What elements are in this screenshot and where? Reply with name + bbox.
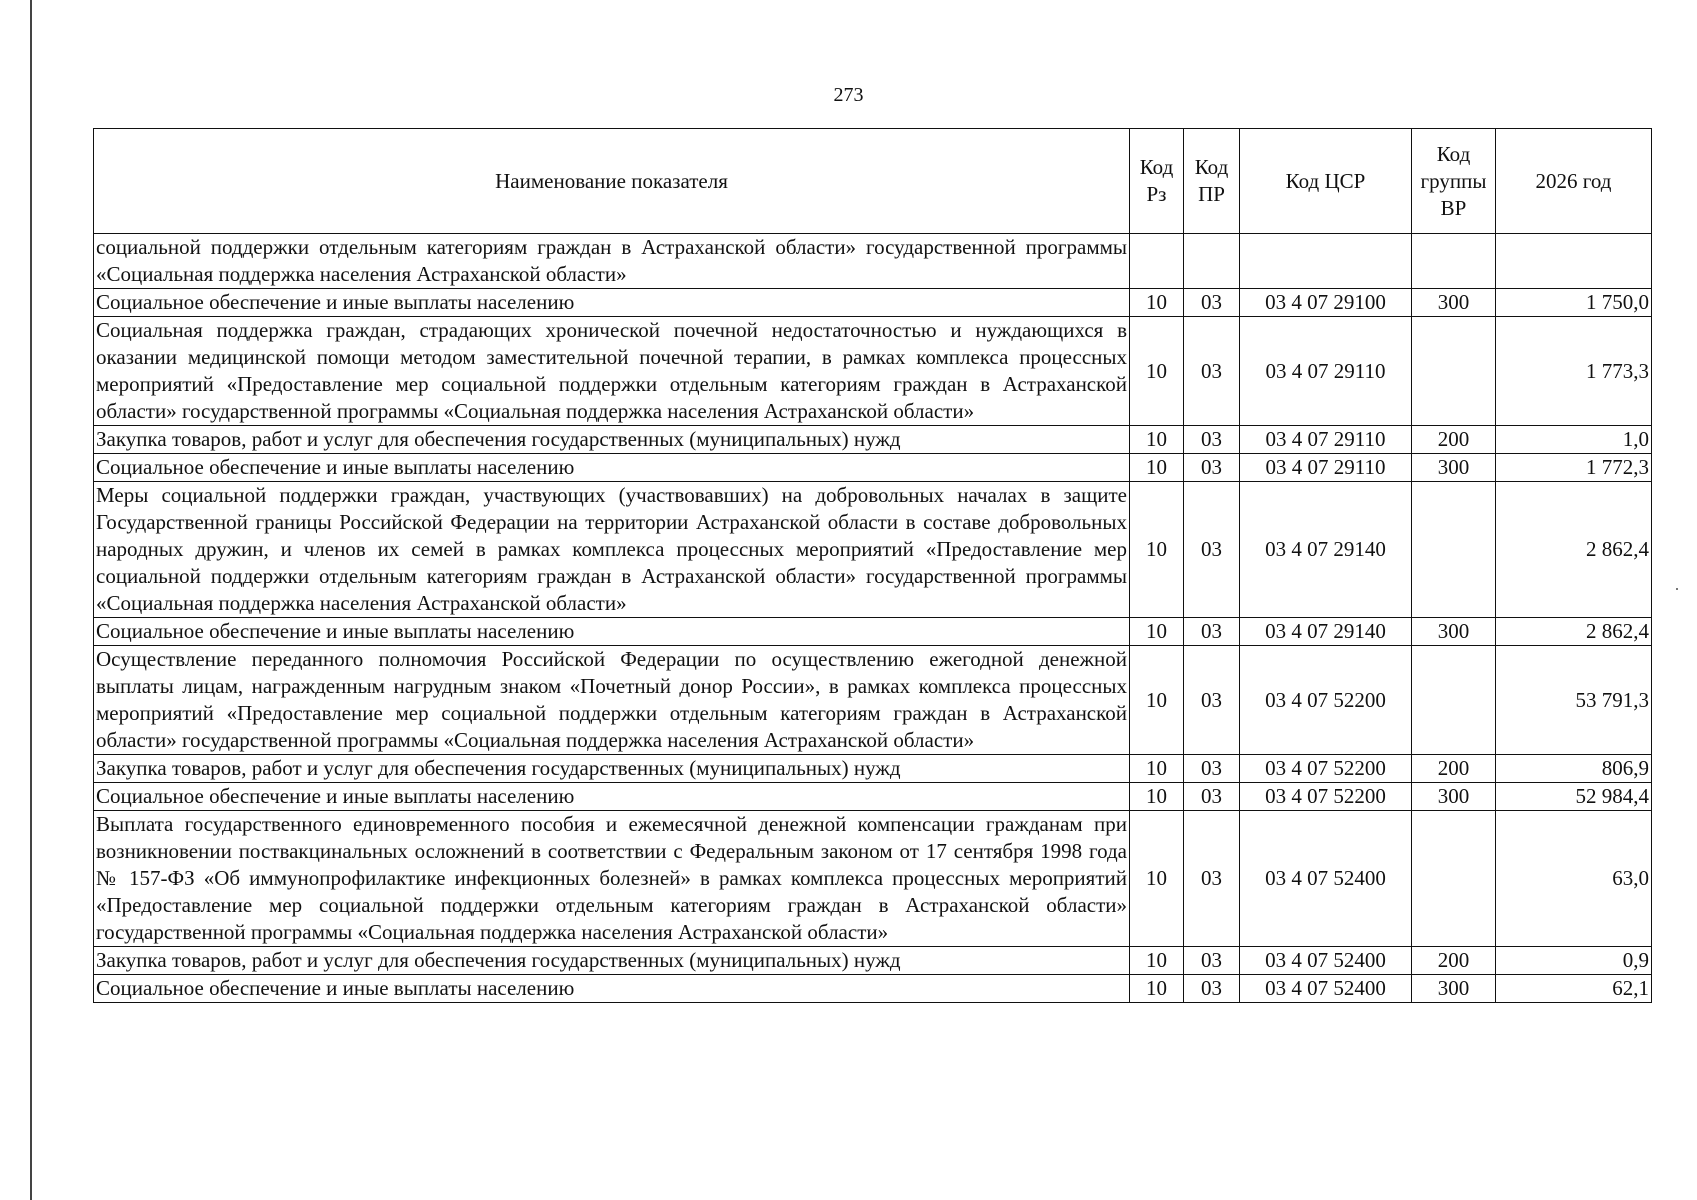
cell-csr: 03 4 07 29140	[1240, 482, 1412, 618]
page-number: 273	[833, 84, 864, 106]
cell-pr: 03	[1184, 426, 1240, 454]
cell-rz: 10	[1130, 755, 1184, 783]
cell-csr: 03 4 07 52400	[1240, 811, 1412, 947]
scan-speck	[1676, 588, 1678, 590]
cell-name: Закупка товаров, работ и услуг для обеспечения государственных (муниципальных) нужд	[94, 426, 1130, 454]
cell-vr: 300	[1412, 618, 1496, 646]
table-row	[94, 426, 1652, 454]
cell-pr: 03	[1184, 947, 1240, 975]
cell-csr: 03 4 07 29140	[1240, 618, 1412, 646]
cell-amount: 1 772,3	[1496, 454, 1652, 482]
cell-amount: 1 750,0	[1496, 289, 1652, 317]
cell-name: Меры социальной поддержки граждан, участвующих (участвовавших) на добровольных началах в защите Государственной границы Российской Федерации на территории Астраханской области в составе добровольных народных дружин, и членов их семей в рамках комплекса процессных мероприятий «Предоставление мер социальной поддержки отдельным категориям граждан в Астраханской области» государственной программы «Социальная поддержка населения Астраханской области»	[94, 482, 1130, 618]
cell-amount: 63,0	[1496, 811, 1652, 947]
table-row	[94, 783, 1652, 811]
table-body	[94, 234, 1652, 1003]
cell-amount: 1 773,3	[1496, 317, 1652, 426]
cell-rz: 10	[1130, 482, 1184, 618]
cell-pr: 03	[1184, 646, 1240, 755]
header-name: Наименование показателя	[94, 129, 1130, 234]
table-row	[94, 811, 1652, 947]
cell-amount: 52 984,4	[1496, 783, 1652, 811]
header-vr: Код группы ВР	[1412, 129, 1496, 234]
cell-rz: 10	[1130, 783, 1184, 811]
cell-name: Социальное обеспечение и иные выплаты населению	[94, 975, 1130, 1003]
cell-rz: 10	[1130, 811, 1184, 947]
cell-pr: 03	[1184, 811, 1240, 947]
cell-rz: 10	[1130, 646, 1184, 755]
table-row	[94, 234, 1652, 289]
table-row	[94, 975, 1652, 1003]
cell-csr: 03 4 07 52400	[1240, 947, 1412, 975]
cell-pr	[1184, 234, 1240, 289]
cell-pr: 03	[1184, 755, 1240, 783]
cell-csr	[1240, 234, 1412, 289]
cell-vr: 200	[1412, 426, 1496, 454]
cell-rz: 10	[1130, 947, 1184, 975]
cell-pr: 03	[1184, 783, 1240, 811]
table-row	[94, 646, 1652, 755]
cell-csr: 03 4 07 52200	[1240, 646, 1412, 755]
cell-name: Осуществление переданного полномочия Российской Федерации по осуществлению ежегодной денежной выплаты лицам, награжденным нагрудным знаком «Почетный донор России», в рамках комплекса процессных мероприятий «Предоставление мер социальной поддержки отдельным категориям граждан в Астраханской области» государственной программы «Социальная поддержка населения Астраханской области»	[94, 646, 1130, 755]
cell-amount: 2 862,4	[1496, 618, 1652, 646]
cell-rz	[1130, 234, 1184, 289]
table-row	[94, 289, 1652, 317]
cell-vr: 200	[1412, 947, 1496, 975]
cell-name: Выплата государственного единовременного пособия и ежемесячной денежной компенсации гражданам при возникновении поствакцинальных осложнений в соответствии с Федеральным законом от 17 сентября 1998 года № 157-ФЗ «Об иммунопрофилактике инфекционных болезней» в рамках комплекса процессных мероприятий «Предоставление мер социальной поддержки отдельным категориям граждан в Астраханской области» государственной программы «Социальная поддержка населения Астраханской области»	[94, 811, 1130, 947]
cell-pr: 03	[1184, 317, 1240, 426]
cell-amount: 806,9	[1496, 755, 1652, 783]
cell-name: Социальное обеспечение и иные выплаты населению	[94, 783, 1130, 811]
table-row	[94, 947, 1652, 975]
header-csr: Код ЦСР	[1240, 129, 1412, 234]
cell-vr	[1412, 317, 1496, 426]
cell-rz: 10	[1130, 454, 1184, 482]
cell-rz: 10	[1130, 317, 1184, 426]
cell-vr: 300	[1412, 289, 1496, 317]
cell-vr: 200	[1412, 755, 1496, 783]
cell-pr: 03	[1184, 454, 1240, 482]
cell-amount: 1,0	[1496, 426, 1652, 454]
cell-amount: 2 862,4	[1496, 482, 1652, 618]
header-pr: Код ПР	[1184, 129, 1240, 234]
cell-name: Социальное обеспечение и иные выплаты населению	[94, 454, 1130, 482]
cell-rz: 10	[1130, 618, 1184, 646]
cell-vr	[1412, 482, 1496, 618]
header-year: 2026 год	[1496, 129, 1652, 234]
cell-amount: 62,1	[1496, 975, 1652, 1003]
cell-vr: 300	[1412, 454, 1496, 482]
cell-csr: 03 4 07 52400	[1240, 975, 1412, 1003]
cell-pr: 03	[1184, 975, 1240, 1003]
cell-name: Закупка товаров, работ и услуг для обеспечения государственных (муниципальных) нужд	[94, 947, 1130, 975]
cell-amount: 0,9	[1496, 947, 1652, 975]
scan-edge-line	[30, 0, 32, 1200]
table-row	[94, 317, 1652, 426]
table-row	[94, 755, 1652, 783]
cell-rz: 10	[1130, 289, 1184, 317]
cell-pr: 03	[1184, 618, 1240, 646]
table-row	[94, 454, 1652, 482]
cell-name: Закупка товаров, работ и услуг для обеспечения государственных (муниципальных) нужд	[94, 755, 1130, 783]
cell-rz: 10	[1130, 975, 1184, 1003]
table-row	[94, 618, 1652, 646]
cell-vr	[1412, 646, 1496, 755]
cell-csr: 03 4 07 52200	[1240, 755, 1412, 783]
cell-vr: 300	[1412, 783, 1496, 811]
cell-name: Социальное обеспечение и иные выплаты населению	[94, 618, 1130, 646]
cell-vr	[1412, 811, 1496, 947]
table-header-row	[94, 129, 1652, 234]
cell-csr: 03 4 07 29100	[1240, 289, 1412, 317]
cell-csr: 03 4 07 29110	[1240, 317, 1412, 426]
cell-pr: 03	[1184, 482, 1240, 618]
header-rz: Код Рз	[1130, 129, 1184, 234]
cell-csr: 03 4 07 29110	[1240, 426, 1412, 454]
table-row	[94, 482, 1652, 618]
cell-rz: 10	[1130, 426, 1184, 454]
cell-amount	[1496, 234, 1652, 289]
cell-amount: 53 791,3	[1496, 646, 1652, 755]
cell-pr: 03	[1184, 289, 1240, 317]
cell-vr	[1412, 234, 1496, 289]
cell-csr: 03 4 07 29110	[1240, 454, 1412, 482]
cell-csr: 03 4 07 52200	[1240, 783, 1412, 811]
cell-name: Социальная поддержка граждан, страдающих хронической почечной недостаточностью и нуждающихся в оказании медицинской помощи методом заместительной почечной терапии, в рамках комплекса процессных мероприятий «Предоставление мер социальной поддержки отдельным категориям граждан в Астраханской области» государственной программы «Социальная поддержка населения Астраханской области»	[94, 317, 1130, 426]
cell-name: социальной поддержки отдельным категориям граждан в Астраханской области» государственной программы «Социальная поддержка населения Астраханской области»	[94, 234, 1130, 289]
budget-table	[93, 128, 1652, 1003]
cell-name: Социальное обеспечение и иные выплаты населению	[94, 289, 1130, 317]
cell-vr: 300	[1412, 975, 1496, 1003]
